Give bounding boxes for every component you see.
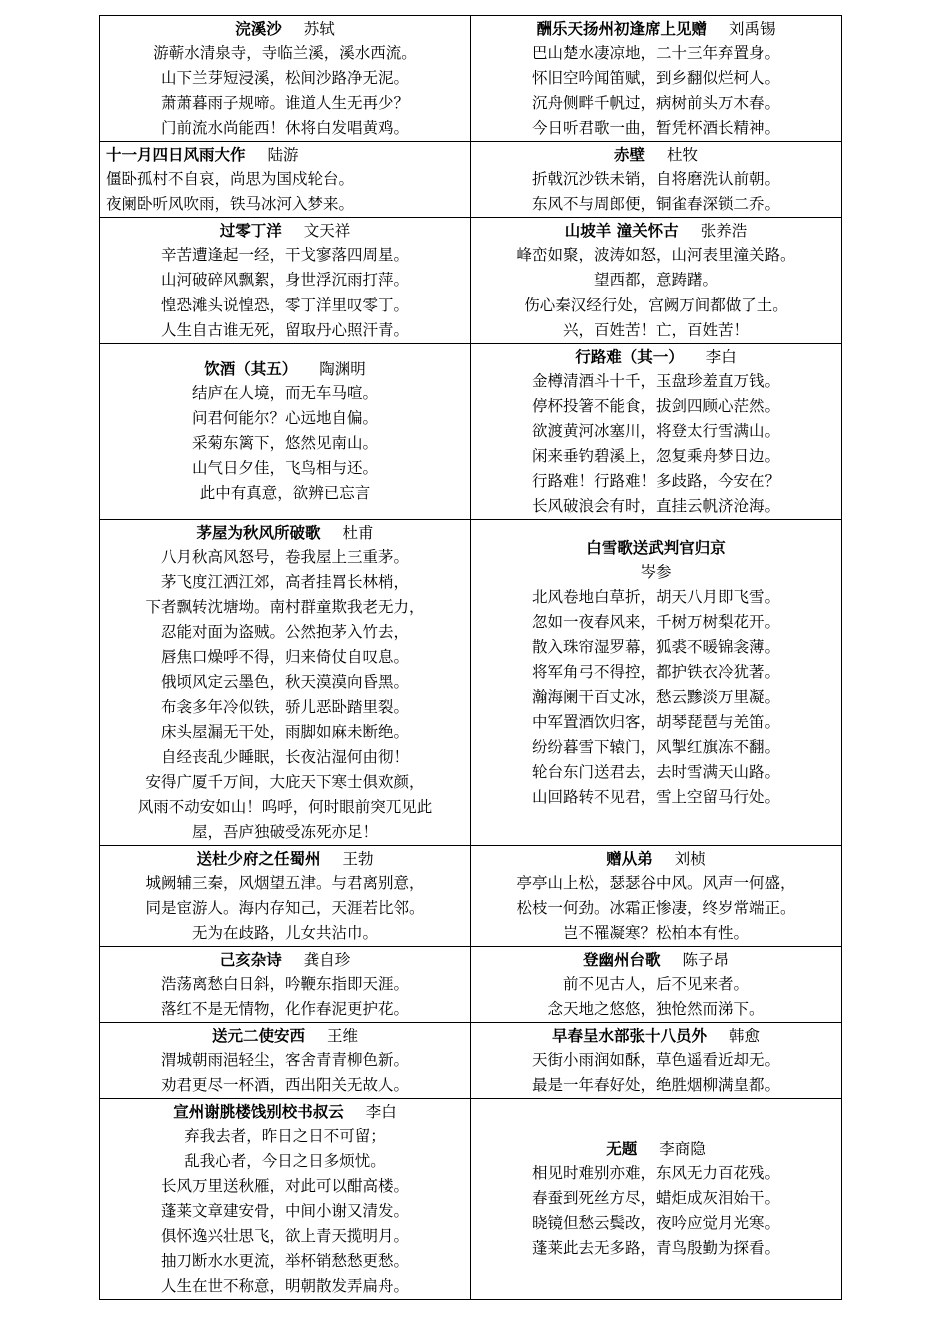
poem-line: 风雨不动安如山！呜呼，何时眼前突兀见此 [137,798,433,816]
poem-line: 北风卷地白草折，胡天八月即飞雪。 [531,588,780,606]
poem-line: 辛苦遭逢起一经，干戈寥落四周星。 [160,246,409,264]
poem-block [106,947,464,1022]
poem-block [106,1099,464,1299]
poem-cell [471,520,842,846]
poem-line: 春蚕到死丝方尽，蜡炬成灰泪始干。 [531,1189,780,1207]
poem-line: 山气日夕佳，飞鸟相与还。 [191,459,378,477]
poem-line: 山河破碎风飘絮，身世浮沉雨打萍。 [160,271,409,289]
poem-author: 陆游 [267,146,299,164]
poem-block [477,142,835,217]
poem-line: 散入珠帘湿罗幕，狐裘不暖锦衾薄。 [531,638,780,656]
poem-author: 刘桢 [674,850,706,868]
poem-row [100,1023,842,1099]
poem-block [106,16,464,141]
poem-block [106,344,464,518]
poem-author: 李白 [365,1103,397,1121]
poem-cell [100,16,471,142]
poem-block [477,846,835,946]
poem-heading [106,16,464,41]
poem-title: 酬乐天扬州初逢席上见赠 [536,19,707,38]
poem-cell [471,16,842,142]
poem-line: 金樽清酒斗十千，玉盘珍羞直万钱。 [531,372,780,390]
poem-line: 游蕲水清泉寺，寺临兰溪，溪水西流。 [153,44,417,62]
poem-line: 山下兰芽短浸溪，松间沙路净无泥。 [160,69,409,87]
poem-line: 此中有真意，欲辨已忘言 [199,484,371,502]
poem-heading [106,218,464,243]
poem-cell [471,1023,842,1099]
poem-line: 东风不与周郎便，铜雀春深锁二乔。 [531,195,780,213]
poem-line: 门前流水尚能西！休将白发唱黄鸡。 [160,119,409,137]
poem-heading [477,846,835,871]
poem-line: 停杯投箸不能食，拔剑四顾心茫然。 [531,397,780,415]
poem-cell [100,142,471,218]
poem-block [106,142,464,217]
poem-row [100,218,842,344]
poem-title: 山坡羊 潼关怀古 [564,221,679,240]
poem-heading [106,142,464,167]
poem-line: 长风万里送秋雁，对此可以酣高楼。 [160,1177,409,1195]
poem-block [477,1099,835,1298]
poem-line: 蓬莱文章建安骨，中间小谢又清发。 [160,1202,409,1220]
poem-line: 问君何能尔？心远地自偏。 [191,409,378,427]
poem-heading [106,1023,464,1048]
poem-row [100,344,842,520]
poem-title: 登幽州台歌 [582,950,661,969]
poem-line: 屋，吾庐独破受冻死亦足！ [191,823,378,841]
poem-line: 中军置酒饮归客，胡琴琵琶与羌笛。 [531,713,780,731]
poem-block [477,520,835,810]
poem-title: 浣溪沙 [235,19,282,38]
poem-line: 无为在歧路，儿女共沾巾。 [191,924,378,942]
poem-title: 行路难（其一） [575,347,684,366]
poem-heading [477,218,835,243]
poem-title: 赠从弟 [606,849,653,868]
poem-line: 轮台东门送君去，去时雪满天山路。 [531,763,780,781]
poem-heading [106,520,464,545]
poem-heading [106,356,464,381]
poem-line: 同是宦游人。海内存知己，天涯若比邻。 [145,899,425,917]
poem-line: 最是一年春好处，绝胜烟柳满皇都。 [531,1076,780,1094]
poem-author: 杜甫 [342,524,374,542]
poem-cell [100,344,471,520]
poem-line: 床头屋漏无干处，雨脚如麻未断绝。 [160,723,409,741]
poem-title: 过零丁洋 [219,221,282,240]
poem-block [477,16,835,141]
poem-author: 苏轼 [303,20,335,38]
poem-line: 布衾多年冷似铁，骄儿恶卧踏里裂。 [160,698,409,716]
poem-line: 今日听君歌一曲，暂凭杯酒长精神。 [531,119,780,137]
poem-author: 刘禹锡 [729,20,776,38]
poem-line: 俄顷风定云墨色，秋天漠漠向昏黑。 [160,673,409,691]
poem-author: 韩愈 [729,1027,761,1045]
poem-line: 结庐在人境，而无车马喧。 [191,384,378,402]
poem-line: 将军角弓不得控，都护铁衣冷犹著。 [531,663,780,681]
poem-row [100,16,842,142]
poem-author: 王维 [327,1027,359,1045]
poem-cell [471,846,842,947]
poem-line: 闲来垂钓碧溪上，忽复乘舟梦日边。 [531,447,780,465]
poem-title: 饮酒（其五） [204,359,298,378]
poem-cell [471,218,842,344]
poem-line: 忽如一夜春风来，千树万树梨花开。 [531,613,780,631]
poem-author: 李商隐 [659,1140,706,1158]
poem-line: 岂不罹凝寒？松柏本有性。 [562,924,749,942]
poem-line: 劝君更尽一杯酒，西出阳关无故人。 [160,1076,409,1094]
poem-heading [477,535,835,560]
poem-row [100,846,842,947]
poem-author: 杜牧 [667,146,699,164]
poem-line: 自经丧乱少睡眠，长夜沾湿何由彻！ [160,748,409,766]
poem-line: 相见时难别亦难，东风无力百花残。 [531,1164,780,1182]
poem-line: 人生在世不称意，明朝散发弄扁舟。 [160,1277,409,1295]
poem-line: 欲渡黄河冰塞川，将登太行雪满山。 [531,422,780,440]
poem-line: 亭亭山上松，瑟瑟谷中风。风声一何盛， [516,874,796,892]
poem-title: 早春呈水部张十八员外 [551,1026,707,1045]
poem-block [106,846,464,946]
poem-author: 陶渊明 [319,360,366,378]
poem-line: 前不见古人，后不见来者。 [562,975,749,993]
poem-line: 巴山楚水凄凉地，二十三年弃置身。 [531,44,780,62]
poem-author: 李白 [705,348,737,366]
poem-heading [106,1099,464,1124]
poem-block [477,344,835,519]
poem-cell [100,520,471,846]
poem-line: 唇焦口燥呼不得，归来倚仗自叹息。 [160,648,409,666]
poem-line: 松枝一何劲。冰霜正惨凄，终岁常端正。 [516,899,796,917]
poem-line: 兴，百姓苦！亡，百姓苦！ [562,321,749,339]
poem-line: 惶恐滩头说惶恐，零丁洋里叹零丁。 [160,296,409,314]
poem-line: 夜阑卧听风吹雨，铁马冰河入梦来。 [106,195,355,213]
poem-block [477,1023,835,1098]
poem-row [100,947,842,1023]
poem-title: 无题 [606,1139,638,1158]
poem-line: 沉舟侧畔千帆过，病树前头万木春。 [531,94,780,112]
poem-author: 陈子昂 [682,951,730,969]
poem-line: 长风破浪会有时，直挂云帆济沧海。 [531,497,780,515]
poem-line: 俱怀逸兴壮思飞，欲上青天揽明月。 [160,1227,409,1245]
poem-line: 晓镜但愁云鬓改，夜吟应觉月光寒。 [531,1214,780,1232]
poem-heading [477,344,835,369]
poem-line: 行路难！行路难！多歧路，今安在？ [531,472,780,490]
poem-title: 白雪歌送武判官归京 [586,538,726,557]
poem-block [477,218,835,343]
poem-title: 赤壁 [613,145,645,164]
poem-title: 送元二使安西 [211,1026,305,1045]
poem-line: 怀旧空吟闻笛赋，到乡翻似烂柯人。 [531,69,780,87]
poem-line: 山回路转不见君，雪上空留马行处。 [531,788,780,806]
poem-title: 送杜少府之任蜀州 [196,849,321,868]
poem-block [106,520,464,845]
poem-line: 乱我心者，今日之日多烦忧。 [184,1152,386,1170]
poem-title: 宣州谢朓楼饯别校书叔云 [173,1102,344,1121]
poem-line: 念天地之悠悠，独怆然而涕下。 [547,1000,765,1018]
poem-author: 文天祥 [303,222,351,240]
poem-line: 城阙辅三秦，风烟望五津。与君离别意， [145,874,425,892]
poem-heading [477,947,835,972]
poem-line: 八月秋高风怒号，卷我屋上三重茅。 [160,548,409,566]
poem-line: 纷纷暮雪下辕门，风掣红旗冻不翻。 [531,738,780,756]
poem-title: 己亥杂诗 [219,950,282,969]
poem-row [100,1099,842,1300]
poem-line: 渭城朝雨浥轻尘，客舍青青柳色新。 [160,1051,409,1069]
poem-cell [471,1099,842,1300]
poem-line: 蓬莱此去无多路，青鸟殷勤为探看。 [531,1239,780,1257]
poem-author: 王勃 [342,850,374,868]
poem-heading [477,16,835,41]
poem-line: 茅飞度江洒江郊，高者挂罥长林梢， [160,573,409,591]
poem-line: 抽刀断水水更流，举杯销愁愁更愁。 [160,1252,409,1270]
poem-cell [100,846,471,947]
poem-cell [100,1099,471,1300]
poem-heading [477,1023,835,1048]
poem-author: 张养浩 [700,222,748,240]
poem-author: 龚自珍 [303,951,351,969]
poem-cell [100,1023,471,1099]
poem-line: 折戟沉沙铁未销，自将磨洗认前朝。 [531,170,780,188]
poem-line: 峰峦如聚，波涛如怒，山河表里潼关路。 [516,246,796,264]
poem-line: 安得广厦千万间，大庇天下寒士俱欢颜， [145,773,425,791]
poem-title: 茅屋为秋风所破歌 [196,523,321,542]
poem-cell [471,142,842,218]
poem-line: 望西都，意踌躇。 [593,271,718,289]
poem-cell [471,344,842,520]
poem-block [477,947,835,1022]
poem-heading [106,947,464,972]
poem-title: 十一月四日风雨大作 [106,145,246,164]
poem-heading [106,846,464,871]
poem-line: 瀚海阑干百丈冰，愁云黪淡万里凝。 [531,688,780,706]
poem-author: 岑参 [640,563,672,581]
poem-line: 人生自古谁无死，留取丹心照汗青。 [160,321,409,339]
poem-cell [100,218,471,344]
poem-line: 采菊东篱下，悠然见南山。 [191,434,378,452]
poem-line: 僵卧孤村不自哀，尚思为国戍轮台。 [106,170,355,188]
poem-line: 落红不是无情物，化作春泥更护花。 [160,1000,409,1018]
poem-row [100,142,842,218]
poem-line: 下者飘转沈塘坳。南村群童欺我老无力， [145,598,425,616]
poem-line: 浩荡离愁白日斜，吟鞭东指即天涯。 [160,975,409,993]
poem-block [106,1023,464,1098]
poem-cell [100,947,471,1023]
poem-block [106,218,464,343]
poem-line: 伤心秦汉经行处，宫阙万间都做了土。 [524,296,788,314]
poem-line: 弃我去者，昨日之日不可留； [184,1127,386,1145]
poem-cell [471,947,842,1023]
poem-author-line [477,560,835,585]
poem-heading [477,1136,835,1161]
poem-heading [477,142,835,167]
poem-line: 天街小雨润如酥，草色遥看近却无。 [531,1051,780,1069]
poem-line: 萧萧暮雨子规啼。谁道人生无再少？ [160,94,409,112]
poem-row [100,520,842,846]
poem-table [99,15,842,1300]
poem-line: 忍能对面为盗贼。公然抱茅入竹去， [160,623,409,641]
